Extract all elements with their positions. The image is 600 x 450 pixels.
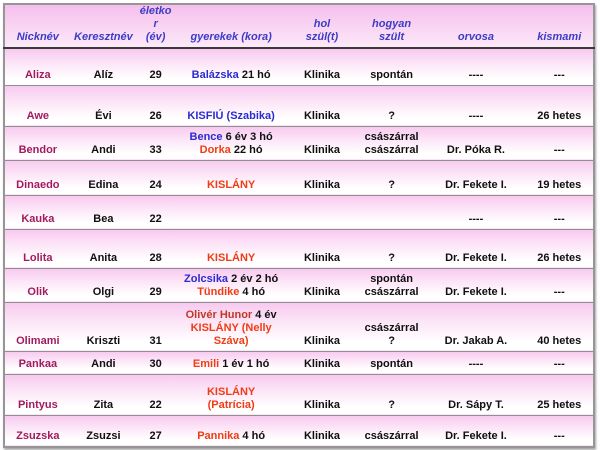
cell-hol-szult [287,85,357,126]
column-header-label: szül(t) [305,31,339,43]
cell-orvosa: Dr. Fekete I. [426,229,525,268]
cell-gyerekek [175,85,287,126]
cell-keresztnev: Zsuzsi [71,415,136,447]
cell-eletkor: 29 [136,48,175,85]
column-header-hogyan-szult [357,4,427,48]
cell-orvosa: Dr. Sápy T. [426,374,525,415]
cell-keresztnev: Évi [71,85,136,126]
cell-hol-szult [287,195,357,229]
cell-hogyan-szult [357,302,427,351]
cell-line: Klinika [303,178,341,191]
child-line [177,179,285,192]
cell-hol-szult [287,374,357,415]
cell-hol-szult [287,160,357,195]
cell-gyerekek [175,415,287,447]
child-line [177,144,285,157]
cell-eletkor: 26 [136,85,175,126]
child-name-segment: Emili [192,357,220,370]
child-name-segment: Balázska [191,68,239,81]
cell-line: ? [388,251,395,264]
child-name-segment: 4 hó [239,430,266,442]
cell-nicknev: Bendor [4,126,71,160]
cell-nicknev: Awe [4,85,71,126]
cell-eletkor: 22 [136,374,175,415]
cell-kismami: --- [526,415,595,447]
table-row [4,415,594,447]
cell-nicknev: Aliza [4,48,71,85]
cell-eletkor: 22 [136,195,175,229]
table-row [4,229,594,268]
child-line [177,273,285,286]
column-header-label: kismami [537,31,582,43]
cell-kismami: 19 hetes [526,160,595,195]
cell-gyerekek [175,302,287,351]
column-header-label: Keresztnév [74,31,133,43]
child-name-segment: KISLÁNY (Nelly [190,321,272,334]
cell-kismami: --- [526,126,595,160]
cell-line: Klinika [303,285,341,298]
kismami-table [3,3,595,448]
cell-hogyan-szult [357,85,427,126]
cell-gyerekek [175,195,287,229]
child-name-segment: KISLÁNY [206,251,256,264]
child-name-segment: Dorka [199,143,231,156]
child-name-segment: 21 hó [238,68,271,81]
cell-line: Klinika [303,334,341,347]
cell-nicknev: Kauka [4,195,71,229]
child-name-segment: 4 hó [239,285,266,298]
child-name-segment: 22 hó [230,143,263,156]
cell-eletkor: 28 [136,229,175,268]
cell-orvosa: Dr. Fekete I. [426,415,525,447]
child-line [177,69,285,82]
cell-hogyan-szult [357,48,427,85]
cell-line: Klinika [303,68,341,81]
column-header-kismami [526,4,595,48]
table-row [4,302,594,351]
cell-eletkor: 29 [136,268,175,302]
cell-orvosa: ---- [426,48,525,85]
cell-gyerekek [175,229,287,268]
child-line [177,286,285,299]
cell-line: Klinika [303,143,341,156]
child-line [177,322,285,335]
cell-hogyan-szult [357,268,427,302]
column-header-label: Nicknév [16,31,59,43]
cell-hol-szult [287,229,357,268]
table-body [4,48,594,447]
cell-keresztnev: Bea [71,195,136,229]
cell-line: császárral [364,430,419,442]
header-row [4,4,594,48]
cell-orvosa: Dr. Jakab A. [426,302,525,351]
cell-line: császárral [364,321,419,334]
cell-line: ? [388,178,395,191]
table-row [4,85,594,126]
column-header-label: hol [313,18,331,30]
cell-hogyan-szult [357,374,427,415]
cell-nicknev: Zsuzska [4,415,71,447]
cell-orvosa: Dr. Fekete I. [426,160,525,195]
cell-hol-szult [287,268,357,302]
cell-keresztnev: Anita [71,229,136,268]
cell-kismami: 26 hetes [526,85,595,126]
table-row [4,268,594,302]
child-line [177,252,285,265]
cell-line: spontán [370,357,413,370]
cell-line: császárral [364,130,419,143]
kismami-table-wrapper [3,3,595,448]
cell-line: Klinika [303,109,341,122]
cell-eletkor: 27 [136,415,175,447]
cell-gyerekek [175,268,287,302]
child-line [177,131,285,144]
cell-hol-szult [287,48,357,85]
cell-hogyan-szult [357,160,427,195]
child-name-segment: Olivér Hunor [185,308,253,321]
child-name-segment: Zolcsika [184,272,229,285]
child-name-segment: KISLÁNY [206,178,256,191]
child-name-segment: 6 év 3 hó [222,130,273,143]
table-row [4,160,594,195]
cell-kismami: --- [526,48,595,85]
cell-keresztnev: Zita [71,374,136,415]
cell-line: császárral [364,285,419,298]
child-name-segment: (Patrícia) [207,398,255,411]
child-line [177,358,285,371]
cell-gyerekek [175,126,287,160]
cell-hol-szult [287,302,357,351]
cell-hogyan-szult [357,351,427,374]
cell-hogyan-szult [357,415,427,447]
child-name-segment: Tündike [197,285,240,298]
cell-line: Klinika [303,357,341,370]
column-header-label: gyerekek (kora) [190,31,272,43]
cell-orvosa: ---- [426,195,525,229]
column-header-keresztnev [71,4,136,48]
cell-line: spontán [370,272,413,285]
child-line [177,399,285,412]
cell-eletkor: 24 [136,160,175,195]
cell-keresztnev: Alíz [71,48,136,85]
cell-nicknev: Pankaa [4,351,71,374]
cell-gyerekek [175,351,287,374]
child-line [177,110,285,123]
column-header-orvosa [426,4,525,48]
cell-kismami: --- [526,268,595,302]
table-header [4,4,594,48]
column-header-eletkor [136,4,175,48]
cell-gyerekek [175,48,287,85]
cell-line: császárral [364,143,419,156]
column-header-nicknev [4,4,71,48]
cell-hogyan-szult [357,195,427,229]
column-header-label: hogyan szült [372,18,412,43]
cell-keresztnev: Andi [71,126,136,160]
cell-hogyan-szult [357,229,427,268]
child-name-segment: 4 év [252,308,277,321]
child-name-segment: Száva) [213,334,249,347]
cell-keresztnev: Andi [71,351,136,374]
child-line [177,335,285,348]
cell-nicknev: Pintyus [4,374,71,415]
cell-nicknev: Lolita [4,229,71,268]
cell-hol-szult [287,351,357,374]
cell-gyerekek [175,160,287,195]
column-header-label: életkor [139,5,172,30]
column-header-gyerekek [175,4,287,48]
cell-eletkor: 30 [136,351,175,374]
child-name-segment: 1 év 1 hó [219,357,270,370]
table-row [4,374,594,415]
child-name-segment: Pannika [197,430,240,442]
table-row [4,195,594,229]
cell-eletkor: 31 [136,302,175,351]
cell-gyerekek [175,374,287,415]
table-row [4,126,594,160]
cell-keresztnev: Olgi [71,268,136,302]
cell-kismami: 26 hetes [526,229,595,268]
column-header-label: orvosa [457,31,494,43]
cell-line: Klinika [303,398,341,411]
table-row [4,351,594,374]
cell-line: Klinika [303,430,341,442]
cell-kismami: --- [526,195,595,229]
cell-line: ? [388,398,395,411]
cell-line: ? [388,334,395,347]
cell-keresztnev: Kriszti [71,302,136,351]
cell-kismami: 25 hetes [526,374,595,415]
cell-kismami: 40 hetes [526,302,595,351]
child-name-segment: KISFIÚ (Szabika) [187,109,275,122]
child-name-segment: Bence [189,130,223,143]
child-line [177,430,285,443]
cell-hogyan-szult [357,126,427,160]
cell-orvosa: Dr. Fekete I. [426,268,525,302]
cell-hol-szult [287,415,357,447]
child-line [177,386,285,399]
cell-keresztnev: Edina [71,160,136,195]
cell-orvosa: ---- [426,85,525,126]
cell-nicknev: Olik [4,268,71,302]
cell-orvosa: Dr. Póka R. [426,126,525,160]
child-line [177,309,285,322]
child-name-segment: KISLÁNY [206,385,256,398]
cell-nicknev: Dinaedo [4,160,71,195]
table-row [4,48,594,85]
column-header-hol-szult [287,4,357,48]
cell-eletkor: 33 [136,126,175,160]
cell-kismami: --- [526,351,595,374]
cell-hol-szult [287,126,357,160]
cell-line: ? [388,109,395,122]
cell-orvosa: ---- [426,351,525,374]
cell-line: Klinika [303,251,341,264]
cell-nicknev: Olimami [4,302,71,351]
child-name-segment: 2 év 2 hó [228,272,279,285]
cell-line: spontán [370,68,413,81]
column-header-label: (év) [145,31,166,43]
